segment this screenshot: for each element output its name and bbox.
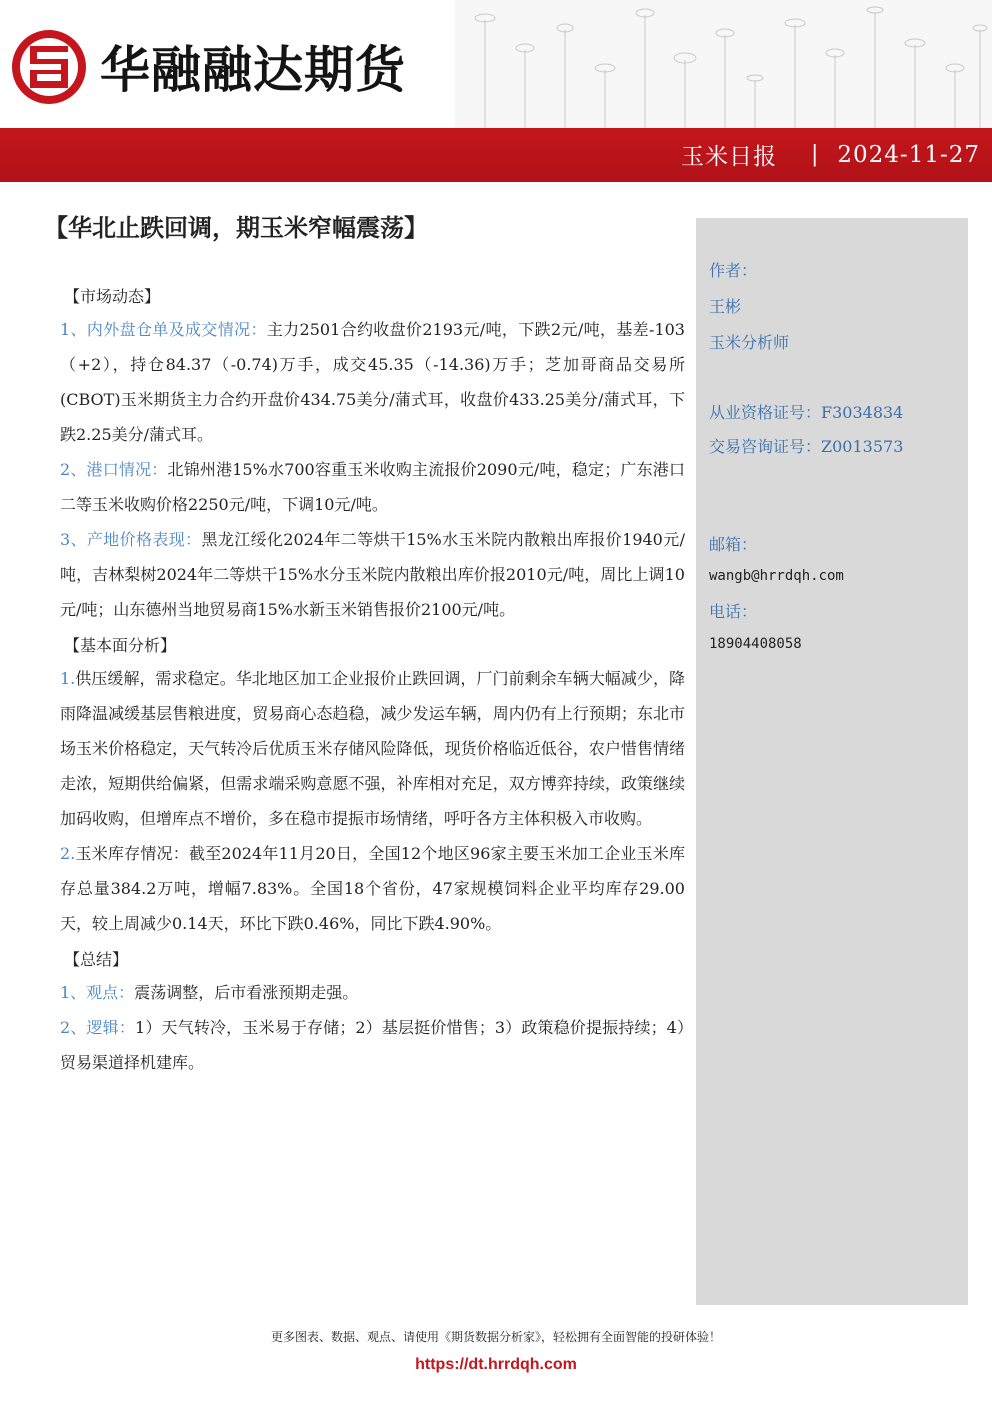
report-banner-text bbox=[681, 138, 980, 171]
consulting-cert: 交易咨询证号：Z0013573 bbox=[709, 437, 904, 456]
item-label: 2. bbox=[60, 844, 76, 863]
section-heading-summary: 【总结】 bbox=[64, 950, 129, 969]
author-name: 王彬 bbox=[709, 297, 742, 316]
item-text: 北锦州港15%水700容重玉米收购主流报价2090元/吨，稳定；广东港口二等玉米收购价格2250元/吨，下调10元/吨。 bbox=[60, 460, 685, 514]
author-sidebar bbox=[696, 218, 968, 1305]
email-link[interactable]: wangb@hrrdqh.com bbox=[709, 568, 844, 584]
banner-separator: | bbox=[810, 142, 820, 167]
market-item-2 bbox=[60, 452, 685, 522]
item-label: 1、观点： bbox=[60, 983, 135, 1002]
market-item-1 bbox=[60, 312, 685, 452]
summary-item-2 bbox=[60, 1010, 685, 1080]
report-body bbox=[60, 282, 685, 1080]
item-text: 震荡调整，后市看涨预期走强。 bbox=[134, 983, 359, 1002]
author-label: 作者： bbox=[709, 261, 758, 280]
report-date: 2024-11-27 bbox=[837, 141, 980, 168]
item-label: 1、内外盘仓单及成交情况： bbox=[60, 320, 267, 339]
company-logo-icon bbox=[10, 28, 88, 106]
item-label: 2、逻辑： bbox=[60, 1018, 136, 1037]
report-type: 玉米日报 bbox=[680, 144, 777, 170]
company-brand-name: 华融融达期货 bbox=[100, 41, 406, 99]
phone-number: 18904408058 bbox=[709, 636, 802, 652]
item-text: 供压缓解，需求稳定。华北地区加工企业报价止跌回调，厂门前剩余车辆大幅减少，降雨降温减缓基层售粮进度，贸易商心态趋稳，减少发运车辆，周内仍有上行预期；东北市场玉米价格稳定，天气转冷后优质玉米存储风险降低，现货价格临近低谷，农户惜售情绪走浓，短期供给偏紧，但需求端采购意愿不强，补库相对充足，双方博弈持续，政策继续加码收购，但增库点不增价，多在稳市提振市场情绪，呼吁各方主体积极入市收购。 bbox=[60, 669, 685, 828]
page-header bbox=[0, 0, 992, 128]
item-text: 黑龙江绥化2024年二等烘干15%水玉米院内散粮出库报价1940元/吨，吉林梨树2024年二等烘干15%水分玉米院内散粮出库价报2010元/吨，周比上调10元/吨；山东德州当地贸易商15%水新玉米销售报价2100元/吨。 bbox=[60, 530, 685, 619]
market-item-3 bbox=[60, 522, 685, 627]
item-text: 玉米库存情况：截至2024年11月20日，全国12个地区96家主要玉米加工企业玉米库存总量384.2万吨，增幅7.83%。全国18个省份，47家规模饲料企业平均库存29.00天，较上周减少0.14天，环比下跌0.46%，同比下跌4.90%。 bbox=[60, 844, 685, 933]
report-title: 【华北止跌回调，期玉米窄幅震荡】 bbox=[44, 213, 428, 242]
fundamental-item-1 bbox=[60, 661, 685, 836]
section-heading-market: 【市场动态】 bbox=[64, 287, 161, 306]
fundamental-item-2 bbox=[60, 836, 685, 941]
section-heading-fundamental: 【基本面分析】 bbox=[64, 636, 177, 655]
author-title: 玉米分析师 bbox=[709, 333, 790, 352]
footer-url-link[interactable]: https://dt.hrrdqh.com bbox=[415, 1356, 577, 1373]
phone-label: 电话： bbox=[709, 602, 758, 621]
item-text: 1）天气转冷，玉米易于存储；2）基层挺价惜售；3）政策稳价提振持续；4）贸易渠道择机建库。 bbox=[60, 1018, 685, 1072]
item-text: 主力2501合约收盘价2193元/吨，下跌2元/吨，基差-103（+2），持仓84.37（-0.74)万手，成交45.35（-14.36)万手；芝加哥商品交易所(CBOT)玉米期货主力合约开盘价434.75美分/蒲式耳，收盘价433.25美分/蒲式耳，下跌2.25美分/蒲式耳。 bbox=[60, 320, 685, 444]
item-label: 3、产地价格表现： bbox=[60, 530, 202, 549]
decorative-pattern-icon bbox=[455, 0, 992, 128]
summary-item-1 bbox=[60, 975, 685, 1010]
item-label: 2、港口情况： bbox=[60, 460, 168, 479]
item-label: 1. bbox=[60, 669, 76, 688]
footer-promo: 更多图表、数据、观点、请使用《期货数据分析家》，轻松拥有全面智能的投研体验！ bbox=[270, 1330, 721, 1344]
qualification-cert: 从业资格证号：F3034834 bbox=[709, 403, 904, 422]
email-label: 邮箱： bbox=[709, 535, 758, 554]
